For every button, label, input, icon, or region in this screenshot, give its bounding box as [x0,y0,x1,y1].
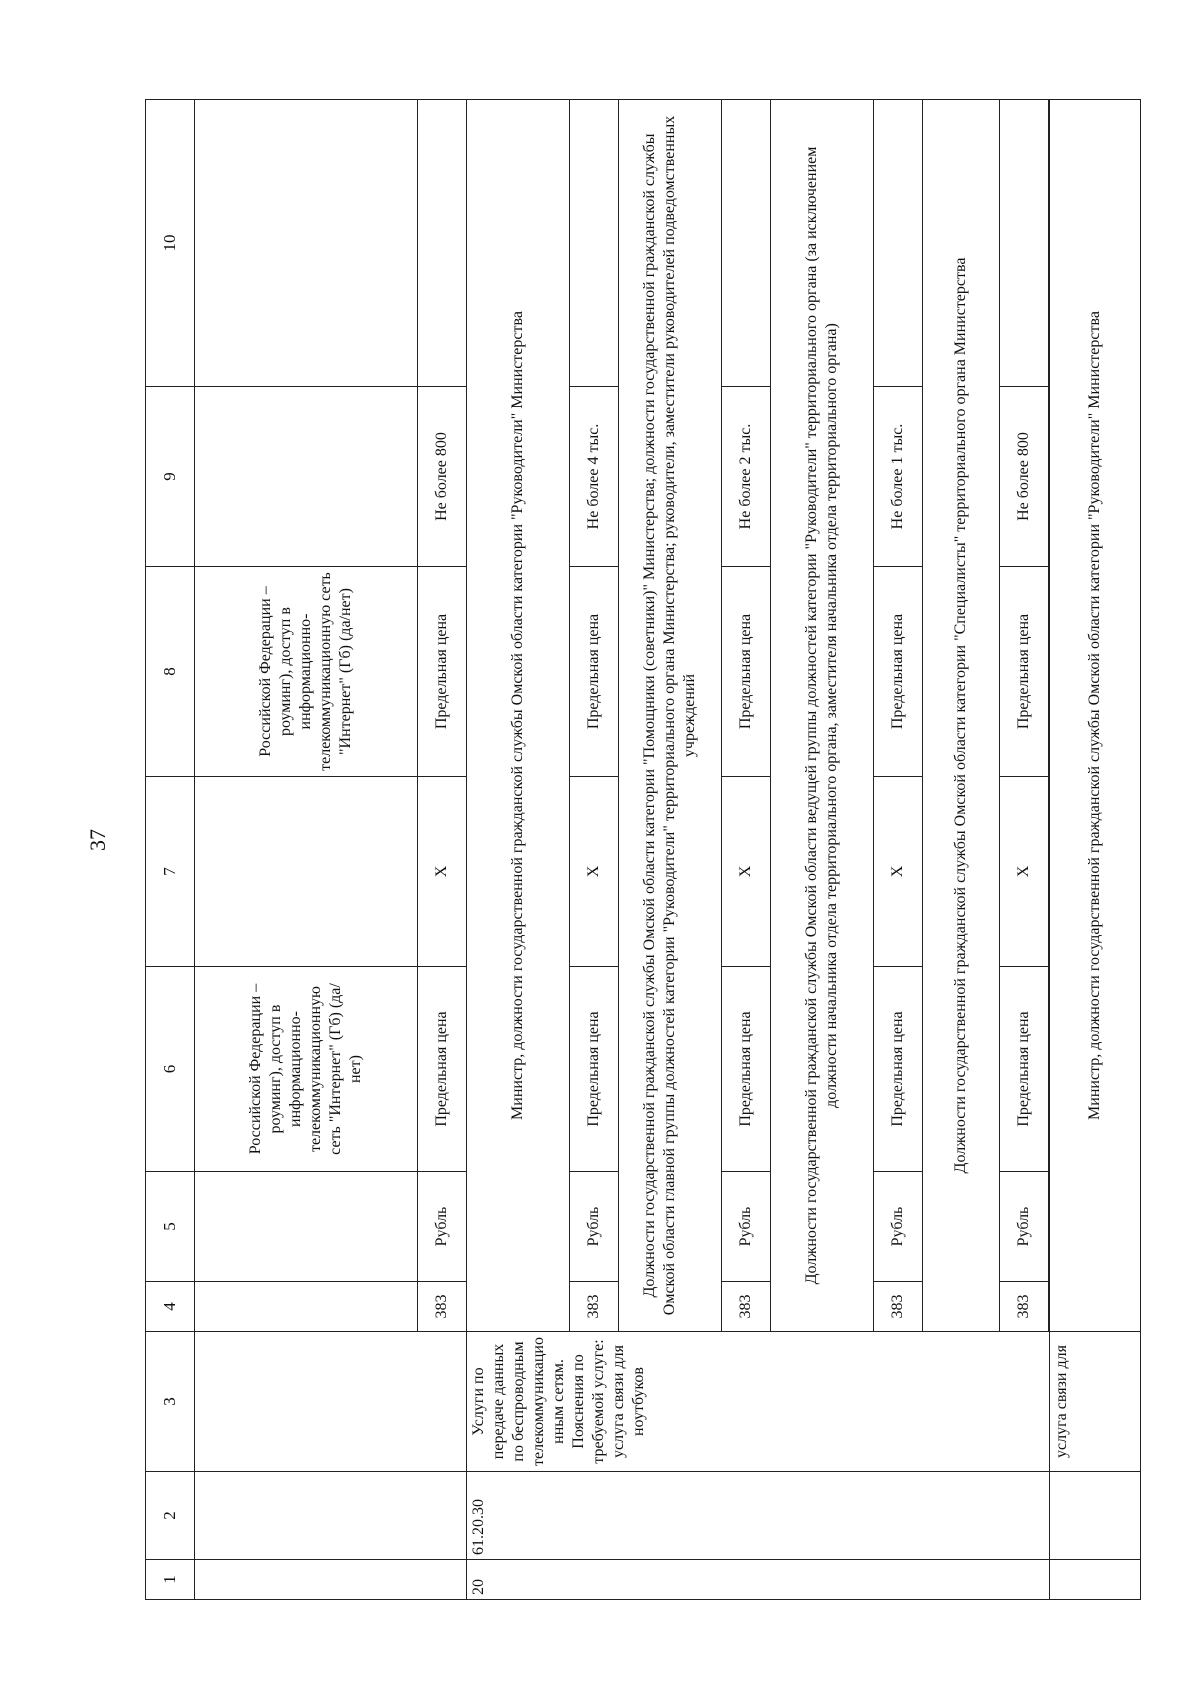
category-text: Должности государственной гражданской службы Омской области категории "Помощники (советники)" Министерства; должности государственной гражданской службы Омской области главной группы должностей категории "Руководители" территориального органа Министерства; руководители, заместители руководителей подведомственных учреждений [619,100,722,1332]
value-x: X [1000,777,1049,967]
characteristic-continuation-6: Российской Федерации – роуминг), доступ в информационно-телекоммуникационную сеть "Интернет" (Гб) (да/нет) [195,967,418,1172]
empty-cell [195,387,418,567]
last-row [1050,100,1141,1600]
empty-cell [570,100,619,387]
unit-name: Рубль [874,1172,923,1282]
characteristic: Предельная цена [418,967,467,1172]
okei-code: 383 [1000,1282,1049,1332]
characteristic: Предельная цена [874,967,923,1172]
service-name: услуга связи для [1050,1332,1141,1472]
characteristic: Предельная цена [722,567,771,777]
unit-name: Рубль [418,1172,467,1282]
unit-name: Рубль [570,1172,619,1282]
category-text: Министр, должности государственной гражданской службы Омской области категории "Руководители" Министерства [1050,100,1141,1332]
unit-name: Рубль [722,1172,771,1282]
header-cell: 6 [146,967,195,1172]
category-text: Должности государственной гражданской службы Омской области категории "Специалисты" территориального органа Министерства [923,100,1000,1332]
characteristic: Предельная цена [570,967,619,1172]
characteristic: Предельная цена [570,567,619,777]
value-x: X [570,777,619,967]
rotated-table-container [145,100,1103,1600]
characteristic: Предельная цена [1000,967,1049,1172]
header-cell: 1 [146,1560,195,1600]
page-number: 37 [85,829,110,851]
empty-cell [195,1282,418,1332]
header-cell: 10 [146,100,195,387]
limit-value: Не более 2 тыс. [722,387,771,567]
empty-cell [195,1472,467,1560]
header-cell: 8 [146,567,195,777]
empty-cell [1000,100,1049,387]
okpd-code: 61.20.30 [467,1472,1050,1560]
unit-name: Рубль [1000,1172,1049,1282]
empty-cell [418,100,467,387]
requirements-table [145,99,1141,1600]
okei-code: 383 [418,1282,467,1332]
limit-value: Не более 1 тыс. [874,387,923,567]
category-text: Министр, должности государственной гражданской службы Омской области категории "Руководители" Министерства [467,100,570,1332]
okei-code: 383 [570,1282,619,1332]
header-cell: 4 [146,1282,195,1332]
empty-cell [195,1332,467,1472]
empty-cell [195,1560,467,1600]
category-row [467,100,570,1600]
characteristic: Предельная цена [722,967,771,1172]
empty-cell [1050,1472,1141,1560]
header-row [146,100,195,1600]
empty-cell [874,100,923,387]
header-cell: 9 [146,387,195,567]
row-number: 20 [467,1560,1050,1600]
okei-code: 383 [874,1282,923,1332]
characteristic: Предельная цена [874,567,923,777]
header-cell: 5 [146,1172,195,1282]
limit-value: Не более 4 тыс. [570,387,619,567]
empty-cell [195,1172,418,1282]
value-x: X [722,777,771,967]
header-cell: 3 [146,1332,195,1472]
empty-cell [195,777,418,967]
value-x: X [874,777,923,967]
characteristic-continuation-8: Российской Федерации – роуминг), доступ в информационно-телекоммуникационную сеть "Интернет" (Гб) (да/нет) [195,567,418,777]
limit-value: Не более 800 [1000,387,1049,567]
continuation-row [195,100,418,1600]
value-x: X [418,777,467,967]
limit-value: Не более 800 [418,387,467,567]
empty-cell [722,100,771,387]
characteristic: Предельная цена [1000,567,1049,777]
characteristic: Предельная цена [418,567,467,777]
okei-code: 383 [722,1282,771,1332]
empty-cell [195,100,418,387]
empty-cell [1050,1560,1141,1600]
header-cell: 7 [146,777,195,967]
category-text: Должности государственной гражданской службы Омской области ведущей группы должностей категории "Руководители" территориального органа (за исключением должности начальника отдела территориального органа, заместителя начальника отдела территориального органа) [771,100,874,1332]
header-cell: 2 [146,1472,195,1560]
service-name: Услуги по передаче данных по беспроводным телекоммуникационным сетям. Пояснения по требуемой услуге: услуга связи для ноутбуков [467,1332,1050,1472]
